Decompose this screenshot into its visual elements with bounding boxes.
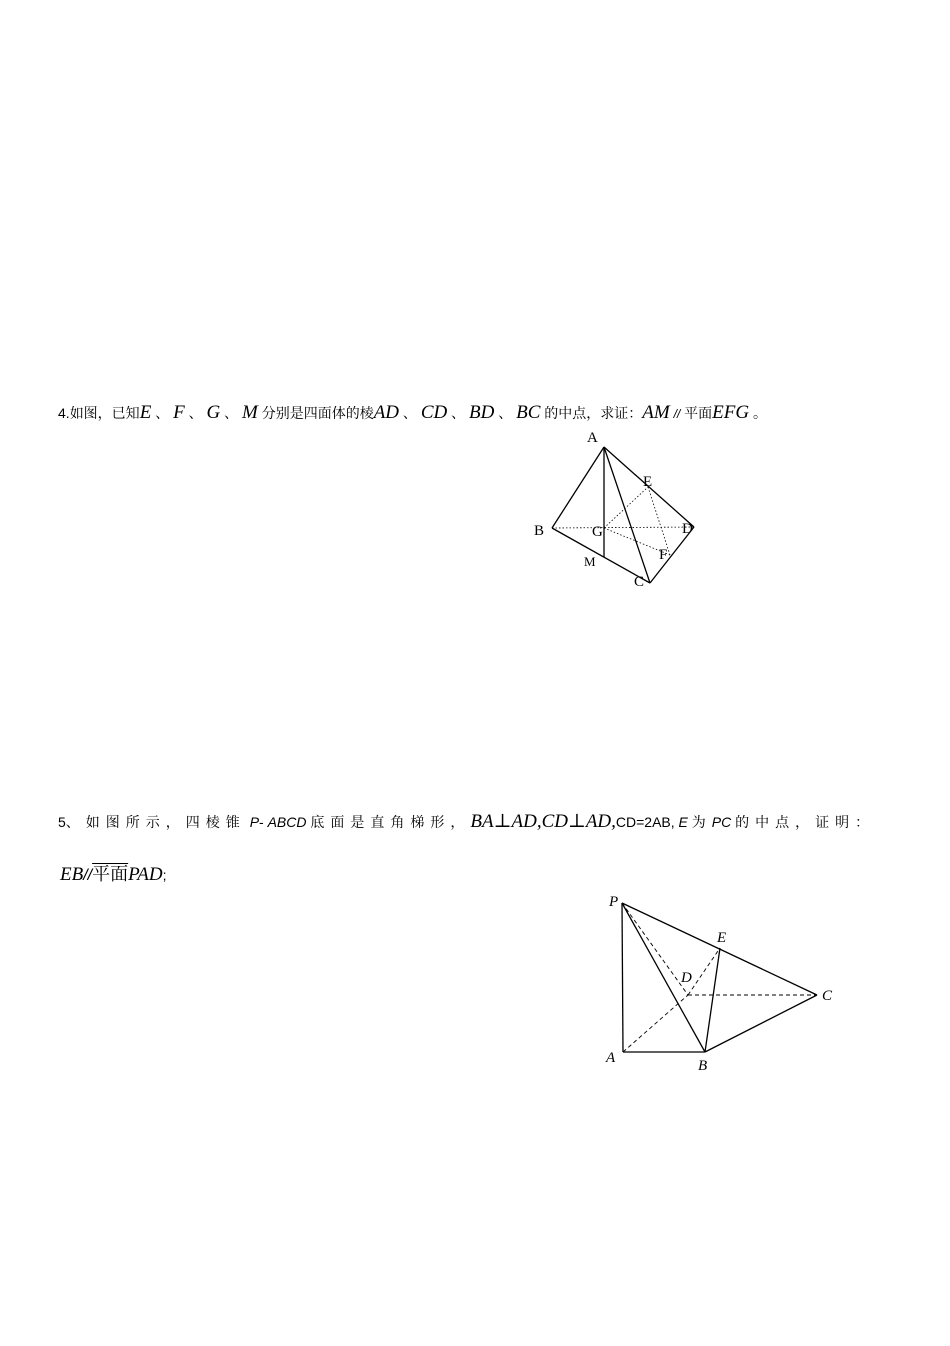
label-f: F — [659, 547, 668, 563]
segment-ef-hidden — [648, 487, 670, 555]
label-e: E — [717, 930, 727, 946]
edge-bd-hidden — [552, 527, 694, 528]
segment-de-hidden — [688, 948, 720, 995]
label-p: P — [609, 894, 619, 910]
problem-number: 4. — [58, 405, 70, 421]
segment-ge-hidden — [604, 487, 648, 528]
label-d: D — [682, 521, 693, 537]
edge-bc — [705, 995, 817, 1052]
label-a: A — [606, 1050, 616, 1066]
label-g: G — [592, 524, 603, 540]
label-e: E — [643, 474, 653, 490]
label-a: A — [587, 430, 598, 446]
problem-5-statement: 5、如图所示，四棱锥 P- ABCD 底面是直角梯形，BA⊥AD,CD⊥AD,CD=2AB, E 为PC 的中点，证明： — [58, 811, 876, 832]
problem-4-statement: 4.如图，已知E 、 F 、 G 、 M 分别是四面体的棱AD 、 CD 、 BD 、 BC 的中点，求证：AM // 平面EFG 。 — [58, 402, 767, 423]
edge-ab — [552, 447, 604, 528]
edge-pa — [622, 903, 623, 1052]
tetrahedron-figure — [525, 425, 705, 595]
segment-be — [705, 948, 720, 1052]
label-b: B — [698, 1058, 708, 1074]
label-c: C — [822, 988, 833, 1004]
label-m: M — [584, 554, 596, 569]
pyramid-figure — [595, 885, 855, 1085]
edge-ad-hidden — [623, 995, 688, 1052]
label-d: D — [681, 970, 692, 986]
problem-number: 5 — [58, 814, 66, 830]
label-b: B — [534, 523, 545, 539]
edge-pd-hidden — [622, 903, 688, 995]
label-c: C — [634, 574, 645, 590]
edge-pb — [622, 903, 705, 1052]
problem-5-conclusion: EB//平面PAD; — [60, 864, 167, 885]
